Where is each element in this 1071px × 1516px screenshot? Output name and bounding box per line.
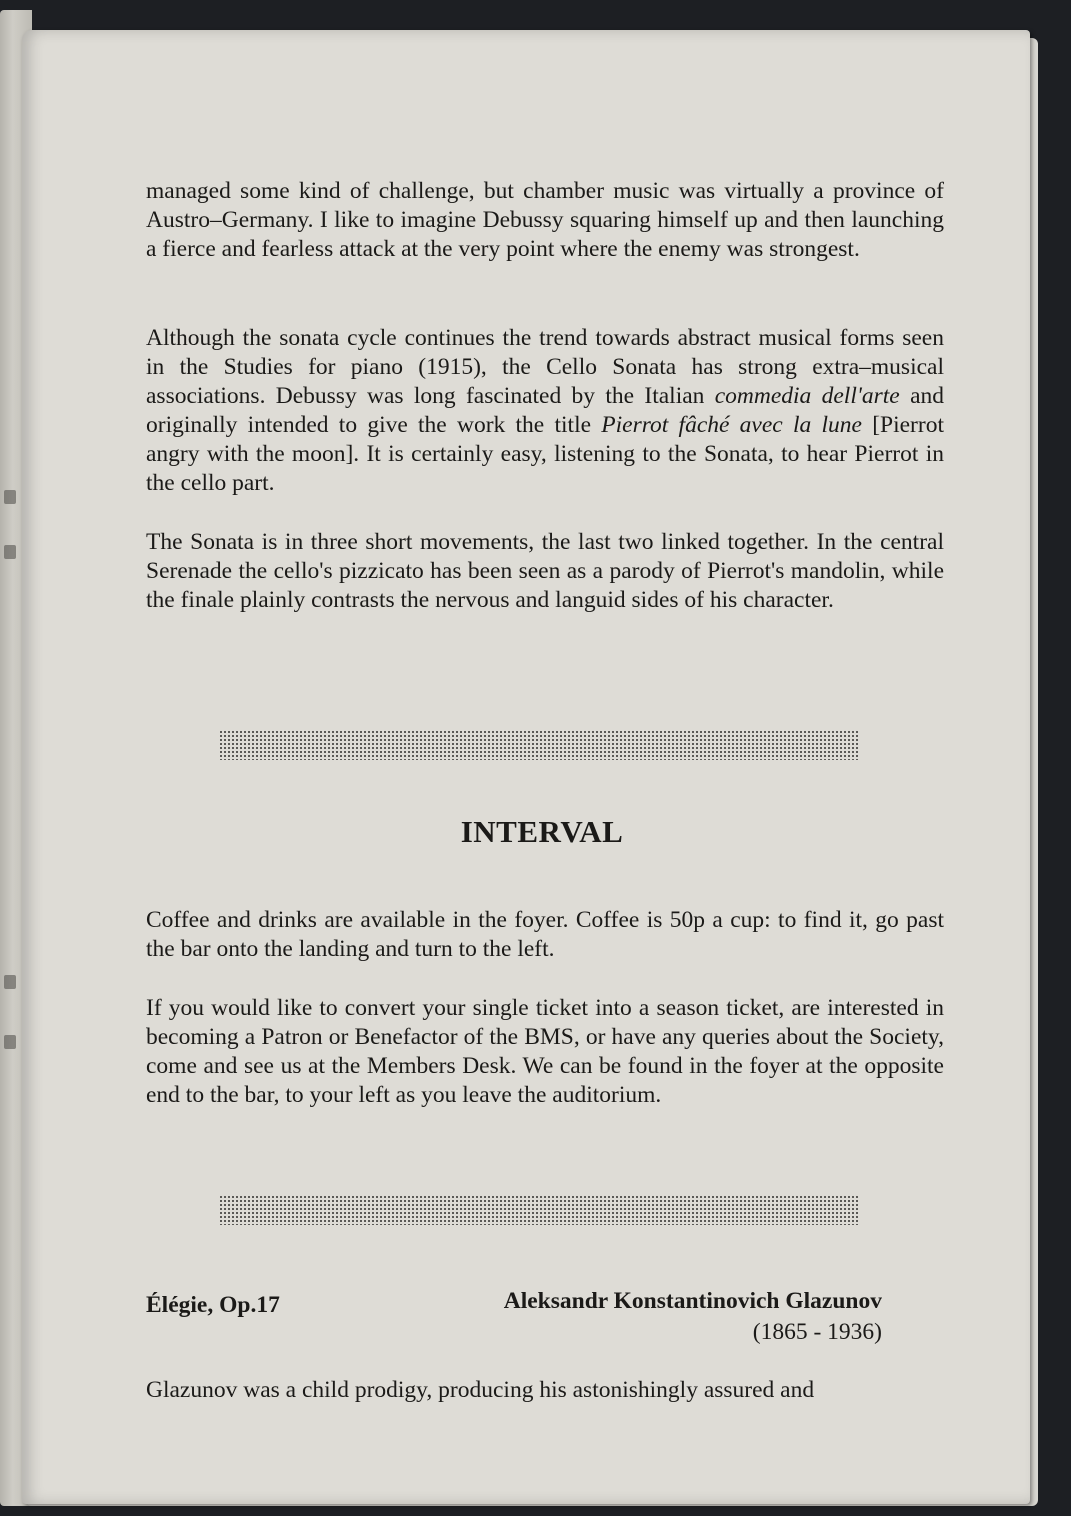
paragraph-season-ticket	[146, 994, 944, 1110]
dotted-divider	[219, 730, 859, 760]
text-run: and originally intended to give the work the title	[146, 383, 944, 438]
piece-title: Élégie, Op.17	[146, 1292, 280, 1318]
paragraph-sonata-cycle	[146, 324, 944, 498]
interval-heading: INTERVAL	[460, 814, 624, 849]
composer-dates: (1865 - 1936)	[752, 1319, 882, 1345]
italic-title-pierrot: Pierrot fâché avec la lune	[601, 412, 862, 438]
paragraph-text: If you would like to convert your single ticket into a season ticket, are interested in becoming a Patron or Benefactor of the BMS, or have any queries about the Society, come and see us at the Members Desk. We can be found in the foyer at the opposite end to the bar, to your left as you leave the auditorium.	[146, 995, 944, 1108]
dotted-divider	[219, 1195, 859, 1225]
ink-bleed-mark	[4, 975, 16, 989]
booklet-page	[22, 30, 1030, 1504]
paragraph-coffee	[146, 906, 944, 964]
italic-title-commedia: commedia dell'arte	[714, 383, 900, 409]
paragraph-text: managed some kind of challenge, but chamber music was virtually a province of Austro–Germany. I like to imagine Debussy squaring himself up and then launching a fierce and fearless attack at the very point where the enemy was strongest.	[146, 178, 944, 262]
text-run: [Pierrot angry with the moon]. It is certainly easy, listening to the Sonata, to hear Pierrot in the cello part.	[146, 412, 944, 496]
paragraph-text: Glazunov was a child prodigy, producing his astonishingly assured and	[146, 1377, 815, 1403]
ink-bleed-mark	[4, 545, 16, 559]
composer-name: Aleksandr Konstantinovich Glazunov	[503, 1288, 882, 1314]
composer-block	[504, 1286, 882, 1348]
paragraph-glazunov	[146, 1376, 944, 1405]
ink-bleed-mark	[4, 490, 16, 504]
ink-bleed-mark	[4, 1035, 16, 1049]
paragraph-text	[146, 324, 944, 498]
paragraph-debussy-challenge	[146, 177, 944, 264]
paragraph-text: The Sonata is in three short movements, the last two linked together. In the central Serenade the cello's pizzicato has been seen as a parody of Pierrot's mandolin, while the finale plainly contrasts the nervous and languid sides of his character.	[146, 529, 944, 613]
text-run: Although the sonata cycle continues the trend towards abstract musical forms seen in the Studies for piano (1915), the Cello Sonata has strong extra–musical associations. Debussy was long fascinated by the Italian	[146, 325, 944, 409]
paragraph-text: Coffee and drinks are available in the foyer. Coffee is 50p a cup: to find it, go past the bar onto the landing and turn to the left.	[146, 907, 944, 962]
paragraph-movements	[146, 528, 944, 615]
